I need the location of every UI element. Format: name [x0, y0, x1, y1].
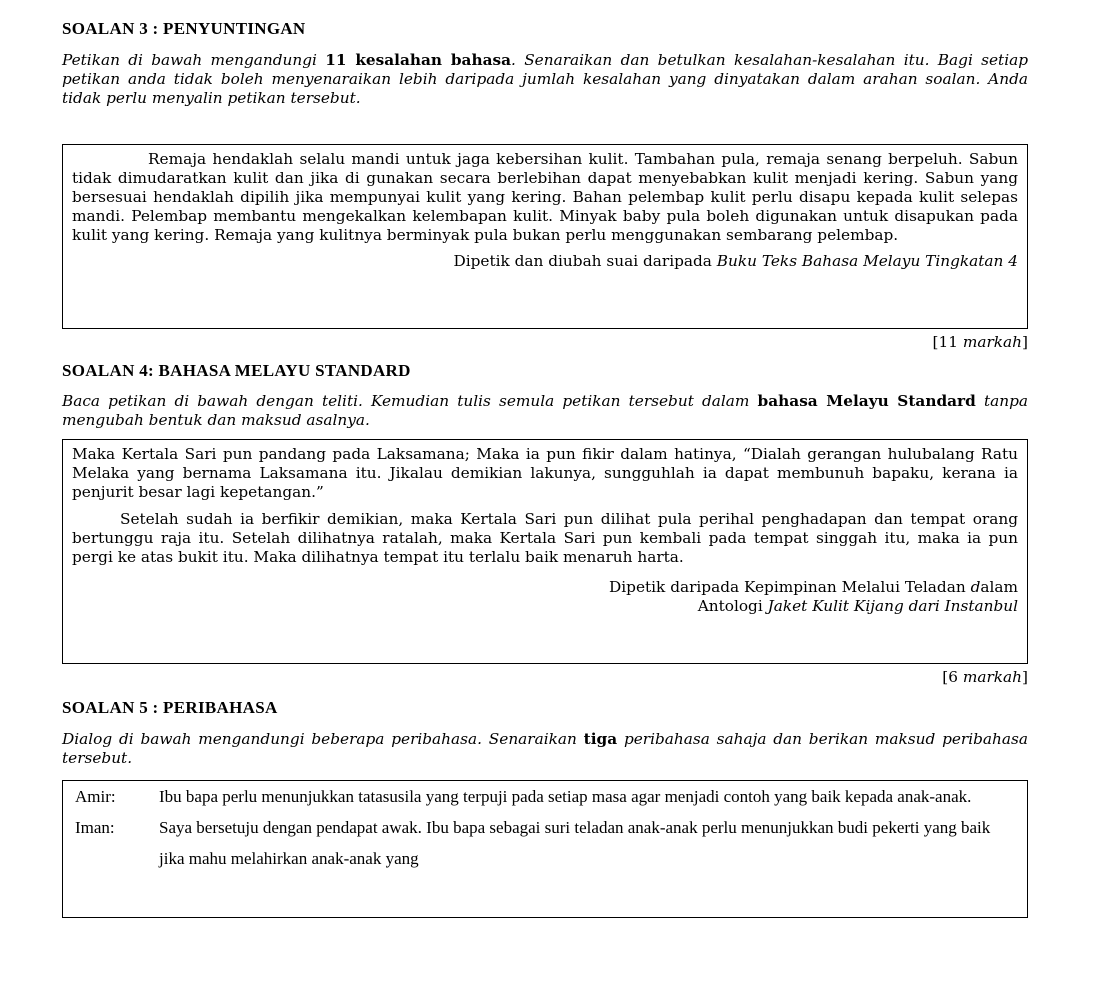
s4-source-text-c: alam: [980, 578, 1018, 596]
s4-instr-text-c: tanpa mengubah bentuk dan maksud asalnya.: [62, 392, 1028, 429]
dialog-row-iman: [75, 812, 1018, 874]
s3-instructions: [62, 51, 1028, 108]
s4-marks-word: markah: [962, 668, 1023, 686]
s5-heading: SOALAN 5 : PERIBAHASA: [62, 698, 278, 717]
s4-passage-box: [62, 439, 1028, 664]
dialog-text: Ibu bapa perlu menunjukkan tatasusila yang terpuji pada setiap masa agar menjadi contoh yang baik kepada anak-anak.: [159, 787, 972, 806]
s4-source-text-a: Dipetik daripada Kepimpinan Melalui Teladan: [609, 578, 971, 596]
s3-marks: [62, 333, 1028, 352]
s3-instr-text-a: Petikan di bawah mengandungi: [62, 51, 326, 69]
s4-instr-bold: bahasa Melayu Standard: [757, 392, 976, 410]
s3-marks-num: [11: [932, 333, 963, 351]
s4-source-line-2: [72, 597, 1018, 616]
s3-instr-text-c: . Senaraikan dan betulkan kesalahan-kesalahan itu. Bagi setiap petikan anda tidak boleh menyenaraikan lebih daripada jumlah kesalahan yang dinyatakan dalam arahan soalan. Anda tidak perlu menyalin petikan tersebut.: [62, 51, 1029, 107]
s3-heading: SOALAN 3 : PENYUNTINGAN: [62, 19, 306, 38]
s3-source-text: Dipetik dan diubah suai daripada: [453, 252, 717, 270]
s3-instr-bold: 11 kesalahan bahasa: [325, 51, 512, 69]
s4-source-line-1: [72, 578, 1018, 597]
s5-instr-bold: tiga: [583, 730, 618, 748]
s3-source-title: Buku Teks Bahasa Melayu Tingkatan 4: [716, 252, 1018, 270]
s4-instructions: [62, 392, 1028, 430]
s4-source-italic-d: d: [970, 578, 981, 596]
s4-para-1: Maka Kertala Sari pun pandang pada Laksamana; Maka ia pun fikir dalam hatinya, “Dialah gerangan hulubalang Ratu Melaka yang bernama Laksamana itu. Jikalau demikian lakunya, sungguhlah ia dapat membunuh bapaku, kerana ia penjurit besar lagi kepetangan.”: [72, 445, 1018, 501]
s4-source-title: Jaket Kulit Kijang dari Instanbul: [767, 597, 1018, 615]
s3-passage-box: [62, 144, 1028, 329]
s4-instr-text-a: Baca petikan di bawah dengan teliti. Kemudian tulis semula petikan tersebut dalam: [62, 392, 758, 410]
s4-marks-num: [6: [942, 668, 963, 686]
s3-passage: Remaja hendaklah selalu mandi untuk jaga kebersihan kulit. Tambahan pula, remaja senang berpeluh. Sabun tidak dimudaratkan kulit dan jika di gunakan secara berlebihan dapat menyebabkan kulit menjadi kering. Sabun yang bersesuai hendaklah dipilih jika mempunyai kulit yang kering. Bahan pelembap kulit perlu disapu kepada kulit selepas mandi. Pelembap membantu mengekalkan kelembapan kulit. Minyak baby pula boleh digunakan untuk disapukan pada kulit yang kering. Remaja yang kulitnya berminyak pula bukan perlu menggunakan sembarang pelembap.: [72, 150, 1018, 244]
s5-dialog-box: [62, 780, 1028, 918]
dialog-speaker: Amir:: [75, 787, 116, 806]
dialog-row-amir: [75, 781, 1018, 812]
s4-marks-close: ]: [1022, 668, 1028, 686]
s4-para-2: Setelah sudah ia berfikir demikian, maka Kertala Sari pun dilihat pula perihal penghadapan dan tempat orang bertunggu raja itu. Setelah dilihatnya ratalah, maka Kertala Sari pun kembali pada tempat singgah itu, maka ia pun pergi ke atas bukit itu. Maka dilihatnya tempat itu terlalu baik menaruh harta.: [72, 510, 1018, 566]
s4-marks: [62, 668, 1028, 687]
s4-source-antologi: Antologi: [697, 597, 768, 615]
s3-source: [72, 252, 1018, 271]
s5-instructions: [62, 730, 1028, 768]
s5-instr-text-c: peribahasa sahaja dan berikan maksud peribahasa tersebut.: [62, 730, 1028, 767]
s3-marks-close: ]: [1022, 333, 1028, 351]
s3-marks-word: markah: [962, 333, 1023, 351]
dialog-text: Saya bersetuju dengan pendapat awak. Ibu bapa sebagai suri teladan anak-anak perlu menunjukkan budi pekerti yang baik jika mahu melahirkan anak-anak yang: [159, 818, 991, 868]
s5-instr-text-a: Dialog di bawah mengandungi beberapa peribahasa. Senaraikan: [62, 730, 584, 748]
dialog-speaker: Iman:: [75, 818, 115, 837]
s4-heading: SOALAN 4: BAHASA MELAYU STANDARD: [62, 361, 411, 380]
exam-page: [62, 18, 1028, 918]
